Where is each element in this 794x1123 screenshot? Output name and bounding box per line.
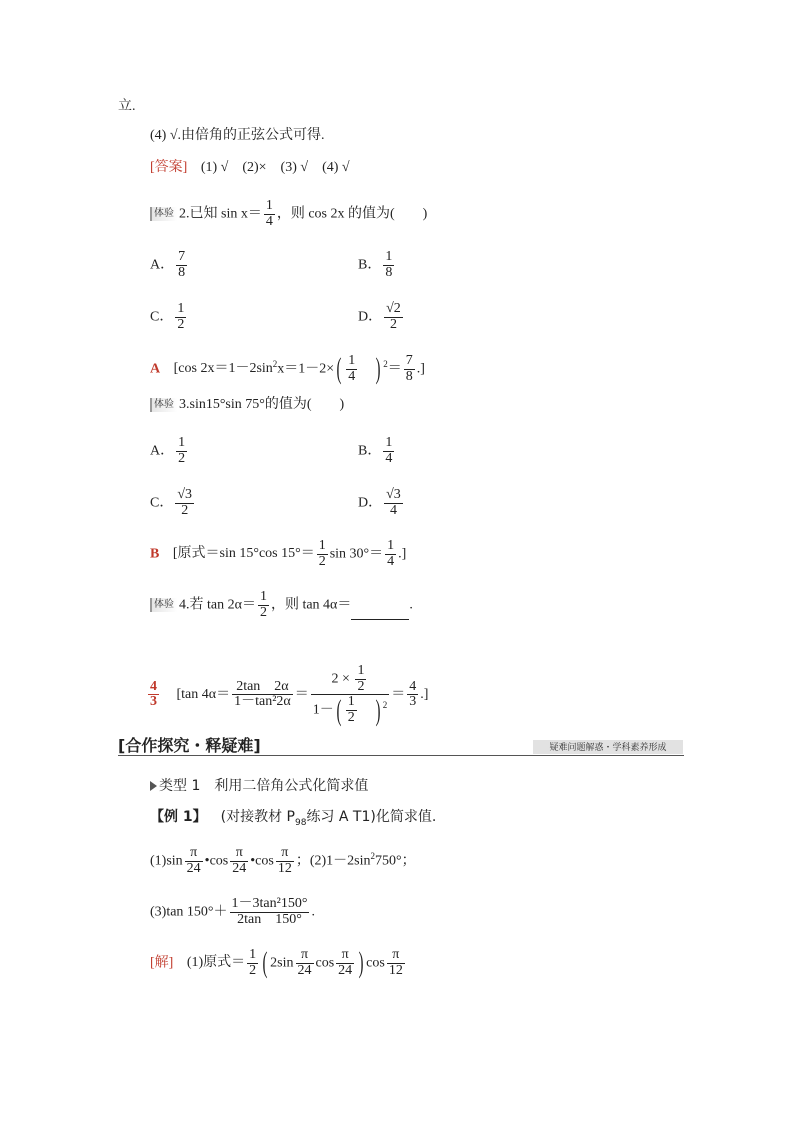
- question-2: [150, 199, 427, 229]
- tiyan-tag: 体验: [150, 207, 177, 221]
- section-divider: [118, 755, 684, 756]
- example-part-3: (3)tan 150°＋ $\frac{\text{1－3tan²150°}}{2\tan 150^\circ}$ .: [150, 896, 315, 927]
- tiyan-tag: 体验: [150, 598, 177, 612]
- q2-option-d: D． $\frac{√2}{2}$: [358, 301, 401, 332]
- q4-big-fraction: 2 × $\frac{1}{2}$ 1－( $\frac{1}{2}$ ) $^2$: [312, 663, 388, 727]
- question-3: 体验 3.sin15°sin 75°的值为( ): [150, 396, 344, 414]
- answer-text: (1) √ (2)× (3) √ (4) √: [200, 160, 350, 175]
- triangle-icon: [150, 781, 157, 791]
- section-badge: 疑难问题解惑・学科素养形成: [533, 740, 683, 754]
- q3-option-c: C． $\frac{√3}{2}$: [150, 487, 193, 518]
- example-parts-1-2: (1)sin $\frac{\pi}{24}$ •cos $\frac{\pi}{24}$ •cos $\frac{\pi}{12}$ ；$(2)1-2\sin^2750^\circ$；: [150, 845, 416, 876]
- answer-blank: [351, 605, 409, 620]
- q2-option-a: A． $\frac{7}{8}$: [150, 249, 186, 280]
- q2-suffix: ，则 cos 2x 的值为( ): [276, 206, 428, 222]
- q2-prefix: 2.已知 sin x＝: [179, 206, 262, 222]
- continued-text: 立.: [118, 99, 136, 114]
- q3-answer-letter: B: [150, 546, 160, 562]
- section-title: [合作探究・释疑难]: [118, 736, 261, 755]
- item-4-explanation: (4) √.由倍角的正弦公式可得.: [150, 128, 325, 143]
- q3-option-a: A． $\frac{1}{2}$: [150, 435, 186, 466]
- tiyan-tag: 体验: [150, 398, 177, 412]
- question-4: 体验 4.若 tan 2α＝ $\frac{1}{2}$ ，则 tan 4α＝ .: [150, 590, 413, 620]
- solution-1: [解] (1)原式＝ $\frac{1}{2}$ ( 2sin $\frac{\pi}{24}$ cos $\frac{\pi}{24}$ ) cos $\frac{\pi}{12}$: [150, 946, 403, 980]
- q4-answer-fraction: $\frac{4}{3}$: [150, 678, 157, 710]
- q3-solution: B [原式＝sin 15°cos 15°＝ $\frac{1}{2}$ sin 30°＝ $\frac{1}{4}$ .]: [150, 538, 407, 569]
- q3-option-d: D． $\frac{√3}{4}$: [358, 487, 401, 518]
- example-1: 【例 1】 (对接教材 $P_{98}$练习 A T1)化简求值.: [150, 809, 437, 828]
- q3-option-b: B． $\frac{1}{4}$: [358, 435, 393, 466]
- q2-fraction: $\frac{1}{4}$: [265, 198, 273, 229]
- type-1-heading: 类型 1 利用二倍角公式化简求值: [150, 775, 368, 795]
- q2-solution: A [cos $2x=1-2\sin^2x=1-2\times$( $\frac{1}{4}$ ) $^2$＝ $\frac{7}{8}$ .]: [150, 352, 425, 386]
- q4-solution: $\frac{4}{3}$ [tan 4α＝ $\frac{2\tan 2\alpha}{\text{1－tan²2α}}$ ＝ 2 × $\frac{1}{2}$ 1－( $\frac{1}{2}$ ) $^2$ ＝ $\frac{4}{3}$ .]: [150, 663, 429, 727]
- answer-line: [150, 159, 350, 177]
- q2-answer-letter: A: [150, 361, 161, 377]
- answer-label: [答案]: [150, 160, 188, 175]
- q2-option-c: C． $\frac{1}{2}$: [150, 301, 185, 332]
- q2-option-b: B． $\frac{1}{8}$: [358, 249, 393, 280]
